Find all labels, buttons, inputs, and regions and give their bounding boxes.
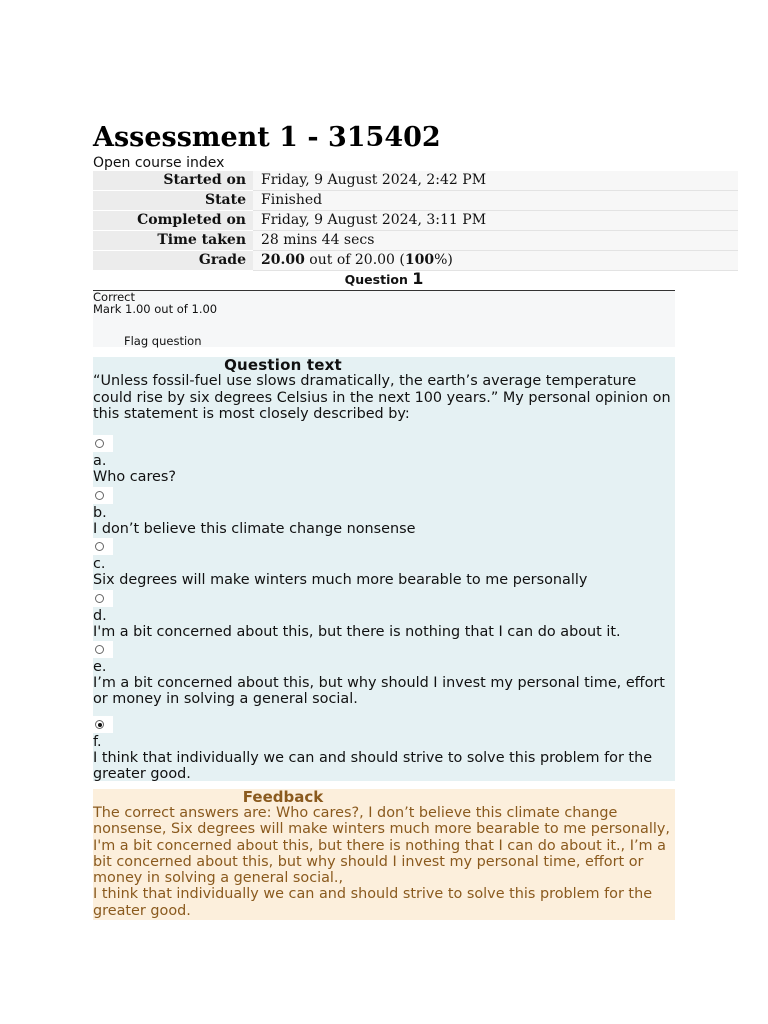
radio-icon[interactable]: [95, 645, 104, 654]
radio-box: [93, 435, 113, 452]
question-state: Correct: [93, 290, 135, 304]
question-info: [93, 291, 675, 347]
summary-row-state: [93, 191, 738, 211]
grade-out-of: out of 20.00 (: [304, 252, 405, 268]
summary-value: 28 mins 44 secs: [253, 231, 738, 251]
question-text-heading: Question text: [224, 356, 342, 374]
radio-box: [93, 538, 113, 555]
option-text: Who cares?: [93, 469, 177, 485]
question-feedback: [93, 789, 675, 920]
option-text: I think that individually we can and should strive to solve this problem for the greater good.: [93, 750, 653, 782]
correct-answers-text: The correct answers are: Who cares?, I don’t believe this climate change nonsense, Six degrees will make winters much more bearable to me personally, I'm a bit concerned about this, but there is nothing that I can do about it., I’m a bit concerned about this, but why should I invest my personal time, effort or money in solving a general social.,: [93, 805, 670, 887]
open-course-index-link[interactable]: Open course index: [93, 155, 225, 171]
radio-icon[interactable]: [95, 594, 104, 603]
summary-label: Time taken: [93, 231, 253, 251]
question-heading: [93, 268, 675, 291]
radio-box: [93, 590, 113, 607]
grade-score: 20.00: [261, 252, 305, 268]
option-text: Six degrees will make winters much more bearable to me personally: [93, 572, 588, 588]
radio-box: [93, 641, 113, 658]
radio-icon[interactable]: [95, 439, 104, 448]
option-letter: d.: [93, 608, 107, 624]
feedback-heading: Feedback: [242, 788, 324, 806]
flag-question-link[interactable]: Flag question: [124, 334, 202, 348]
option-letter: e.: [93, 659, 107, 675]
option-letter: b.: [93, 505, 107, 521]
question-number: 1: [412, 269, 424, 288]
question-mark: Mark 1.00 out of 1.00: [93, 302, 218, 316]
summary-value: Finished: [253, 191, 738, 211]
summary-label: Grade: [93, 251, 253, 271]
summary-row-time-taken: [93, 231, 738, 251]
radio-box: [93, 487, 113, 504]
option-text: I'm a bit concerned about this, but there is nothing that I can do about it.: [93, 624, 621, 640]
summary-label: Started on: [93, 171, 253, 191]
option-text: I’m a bit concerned about this, but why should I invest my personal time, effort or money in solving a general social.: [93, 675, 665, 707]
question-heading-label: Question: [344, 272, 413, 287]
summary-label: Completed on: [93, 211, 253, 231]
option-text: I don’t believe this climate change nonsense: [93, 521, 416, 537]
radio-selected-icon[interactable]: [95, 720, 104, 729]
option-letter: a.: [93, 453, 107, 469]
quiz-review-summary: [93, 171, 738, 271]
radio-icon[interactable]: [95, 542, 104, 551]
grade-percent-suffix: %): [434, 252, 453, 268]
summary-row-completed-on: [93, 211, 738, 231]
option-letter: c.: [93, 556, 106, 572]
feedback-text: [93, 805, 675, 919]
option-letter: f.: [93, 734, 102, 750]
page-title: Assessment 1 - 315402: [93, 122, 441, 153]
grade-percent: 100: [404, 252, 435, 268]
summary-value: Friday, 9 August 2024, 3:11 PM: [253, 211, 738, 231]
radio-box: [93, 716, 113, 733]
correct-answers-text-2: I think that individually we can and should strive to solve this problem for the greater good.: [93, 886, 653, 919]
radio-icon[interactable]: [95, 491, 104, 500]
question-text: “Unless fossil-fuel use slows dramatically, the earth’s average temperature could rise by six degrees Celsius in the next 100 years.” My personal opinion on this statement is most closely described by:: [93, 373, 671, 422]
question-formulation: [93, 357, 675, 781]
summary-row-started-on: [93, 171, 738, 191]
summary-label: State: [93, 191, 253, 211]
summary-value: Friday, 9 August 2024, 2:42 PM: [253, 171, 738, 191]
